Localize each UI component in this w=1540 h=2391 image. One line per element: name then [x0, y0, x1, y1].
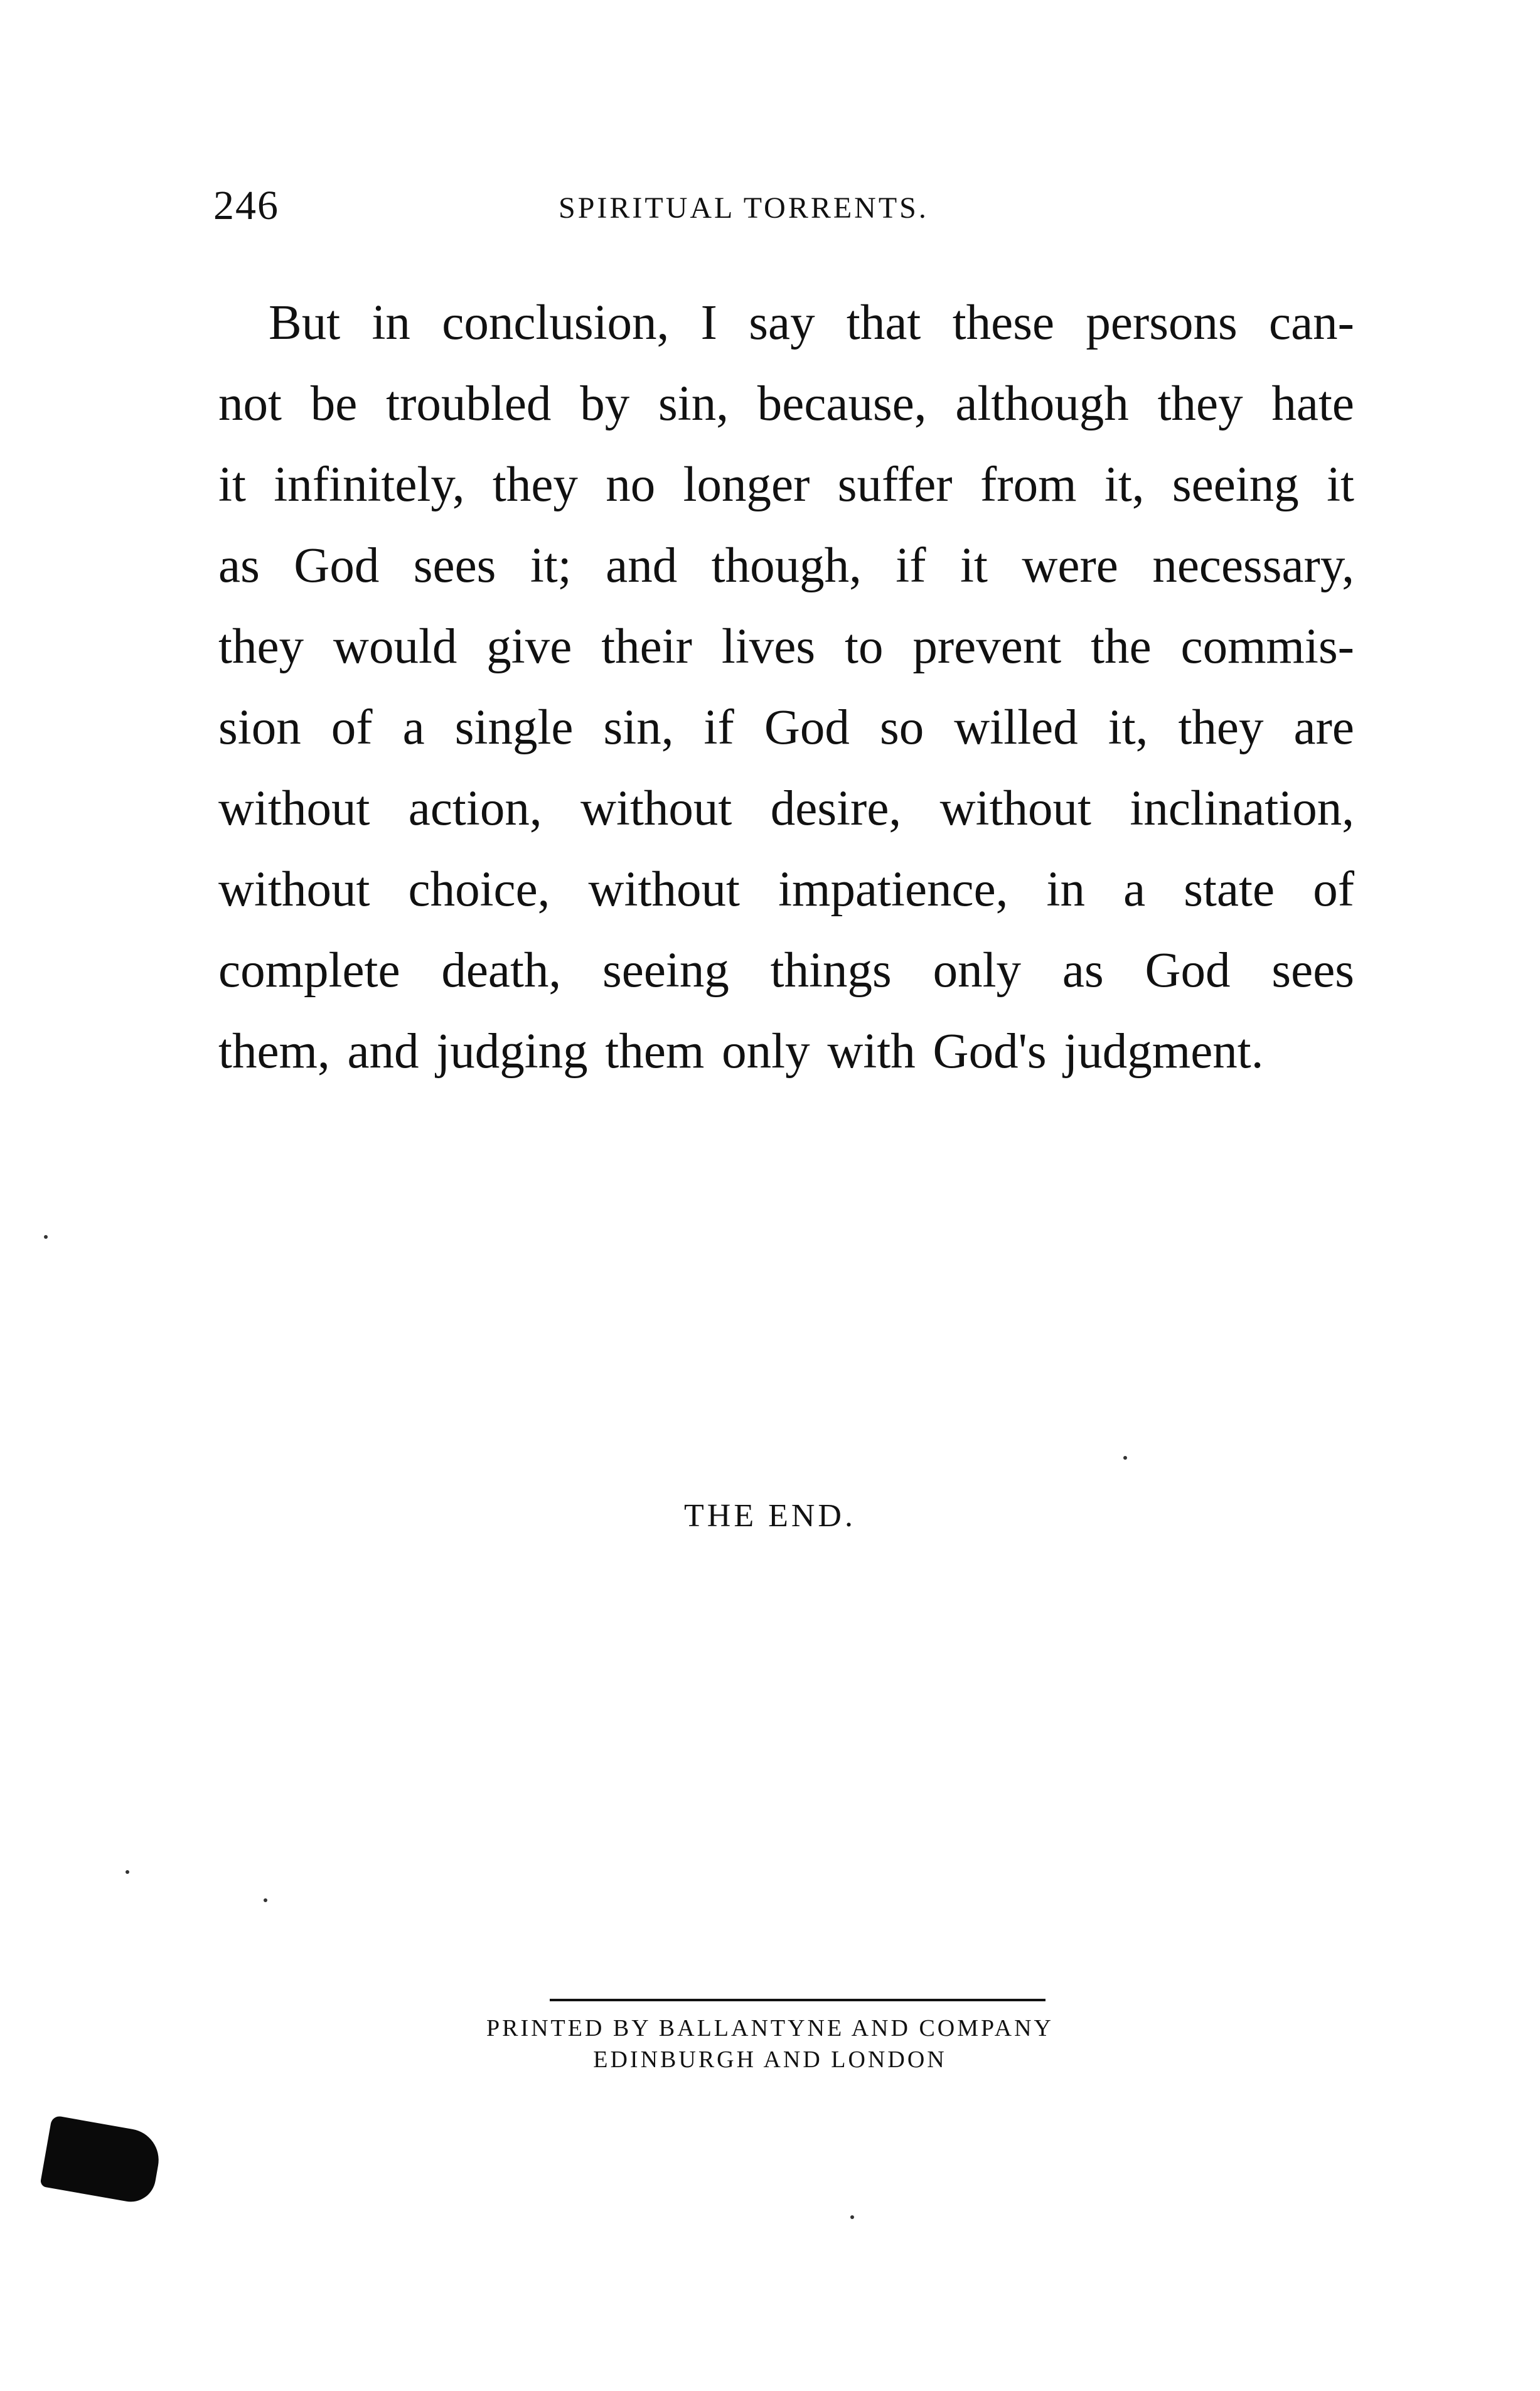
body-line: as God sees it; and though, if it were necessary,	[218, 538, 1354, 593]
body-line: without action, without desire, without inclination,	[218, 781, 1354, 836]
imprint-divider	[550, 1999, 1045, 2001]
page-number: 246	[213, 183, 279, 228]
body-line: without choice, without impatience, in a state of	[218, 862, 1354, 917]
ink-speck	[126, 1870, 129, 1874]
printer-imprint: PRINTED BY BALLANTYNE AND COMPANY	[486, 2015, 1054, 2041]
body-line: them, and judging them only with God's judgment.	[218, 1024, 1264, 1079]
ink-speck	[850, 2215, 854, 2219]
body-line: But in conclusion, I say that these persons can-	[269, 296, 1354, 350]
body-line: they would give their lives to prevent the commis-	[218, 619, 1354, 674]
ink-blot	[40, 2115, 163, 2206]
body-line: sion of a single sin, if God so willed it, they are	[218, 700, 1354, 755]
the-end-heading: THE END.	[684, 1498, 856, 1534]
ink-speck	[1123, 1456, 1127, 1460]
body-line: complete death, seeing things only as God sees	[218, 943, 1354, 998]
printer-location: EDINBURGH AND LONDON	[593, 2046, 947, 2073]
running-head: SPIRITUAL TORRENTS.	[559, 191, 929, 225]
body-line: not be troubled by sin, because, although they hate	[218, 377, 1354, 431]
ink-speck	[44, 1235, 48, 1239]
body-paragraph	[218, 282, 1354, 1092]
ink-speck	[264, 1898, 267, 1902]
body-line: it infinitely, they no longer suffer from it, seeing it	[218, 457, 1354, 512]
